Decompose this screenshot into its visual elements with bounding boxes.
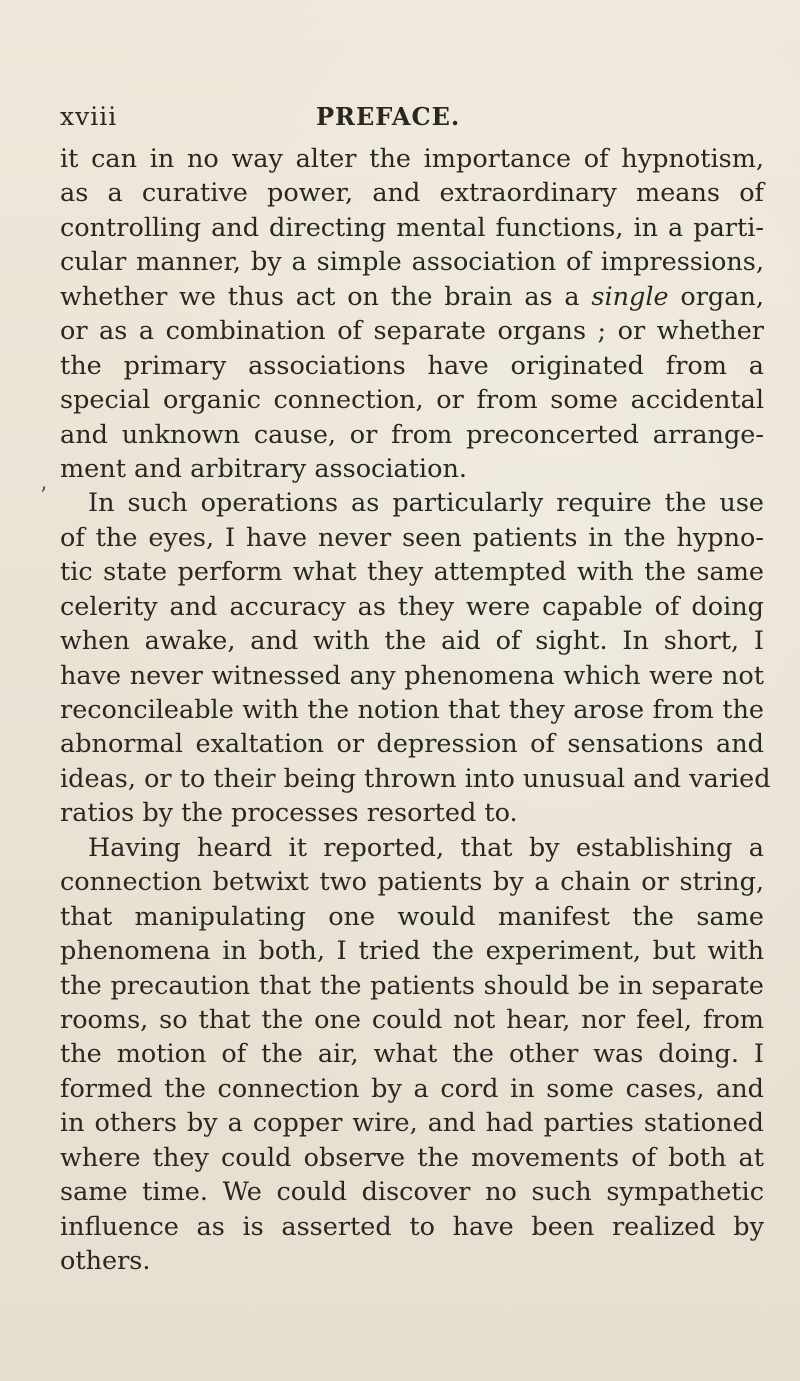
paragraph-start-line: In such operations as particularly require the use (88, 488, 764, 519)
text-line: cular manner, by a simple association of impressions, (60, 247, 764, 278)
text-line: reconcileable with the notion that they arose from the (60, 695, 764, 725)
paragraph-start-line: Having heard it reported, that by establishing a (88, 832, 764, 863)
text-line: celerity and accuracy as they were capable of doing (60, 591, 764, 622)
text-line: as a curative power, and extraordinary means of (60, 178, 764, 209)
paragraph-end-line: ratios by the processes resorted to. (60, 798, 518, 829)
text-line: when awake, and with the aid of sight. In short, I (60, 626, 764, 657)
margin-mark: ’ (40, 484, 47, 509)
text-line: same time. We could discover no such sympathetic (60, 1177, 764, 1208)
italic-word: single (591, 281, 669, 312)
text-line: have never witnessed any phenomena which were not (60, 660, 764, 691)
text-line: special organic connection, or from some accidental (60, 385, 764, 416)
page-header (60, 102, 760, 138)
text-line: tic state perform what they attempted with the same (60, 557, 764, 588)
text-line: controlling and directing mental functions, in a parti- (60, 212, 764, 243)
text-line: and unknown cause, or from preconcerted arrange- (60, 419, 764, 450)
text-line: rooms, so that the one could not hear, nor feel, from (60, 1004, 764, 1035)
text-line: the precaution that the patients should be in separate (60, 970, 764, 1001)
text-line: phenomena in both, I tried the experiment, but with (60, 936, 764, 967)
text-line: of the eyes, I have never seen patients in the hypno- (60, 522, 764, 553)
running-title: PREFACE. (316, 102, 461, 131)
body-text (60, 142, 771, 1278)
paragraph-end-line: ment and arbitrary association. (60, 453, 467, 484)
text-line: the primary associations have originated from a (60, 350, 764, 381)
text-line: influence as is asserted to have been realized by (60, 1211, 764, 1242)
text-line: in others by a copper wire, and had parties stationed (60, 1108, 764, 1139)
text-line: that manipulating one would manifest the same (60, 901, 764, 932)
paragraph-end-line: others. (60, 1246, 151, 1276)
text-line: where they could observe the movements of both at (60, 1142, 764, 1173)
text-line: formed the connection by a cord in some cases, and (60, 1073, 764, 1104)
text-line: it can in no way alter the importance of hypnotism, (60, 144, 764, 174)
text-line: whether we thus act on the brain as a single organ, (60, 281, 764, 312)
text-line: connection betwixt two patients by a chain or string, (60, 867, 764, 898)
text-line: ideas, or to their being thrown into unusual and varied (60, 763, 771, 794)
text-line: the motion of the air, what the other was doing. I (60, 1039, 764, 1070)
text-line: or as a combination of separate organs ; or whether (60, 316, 764, 347)
text-line: abnormal exaltation or depression of sensations and (60, 729, 764, 760)
page-number: xviii (60, 102, 118, 131)
